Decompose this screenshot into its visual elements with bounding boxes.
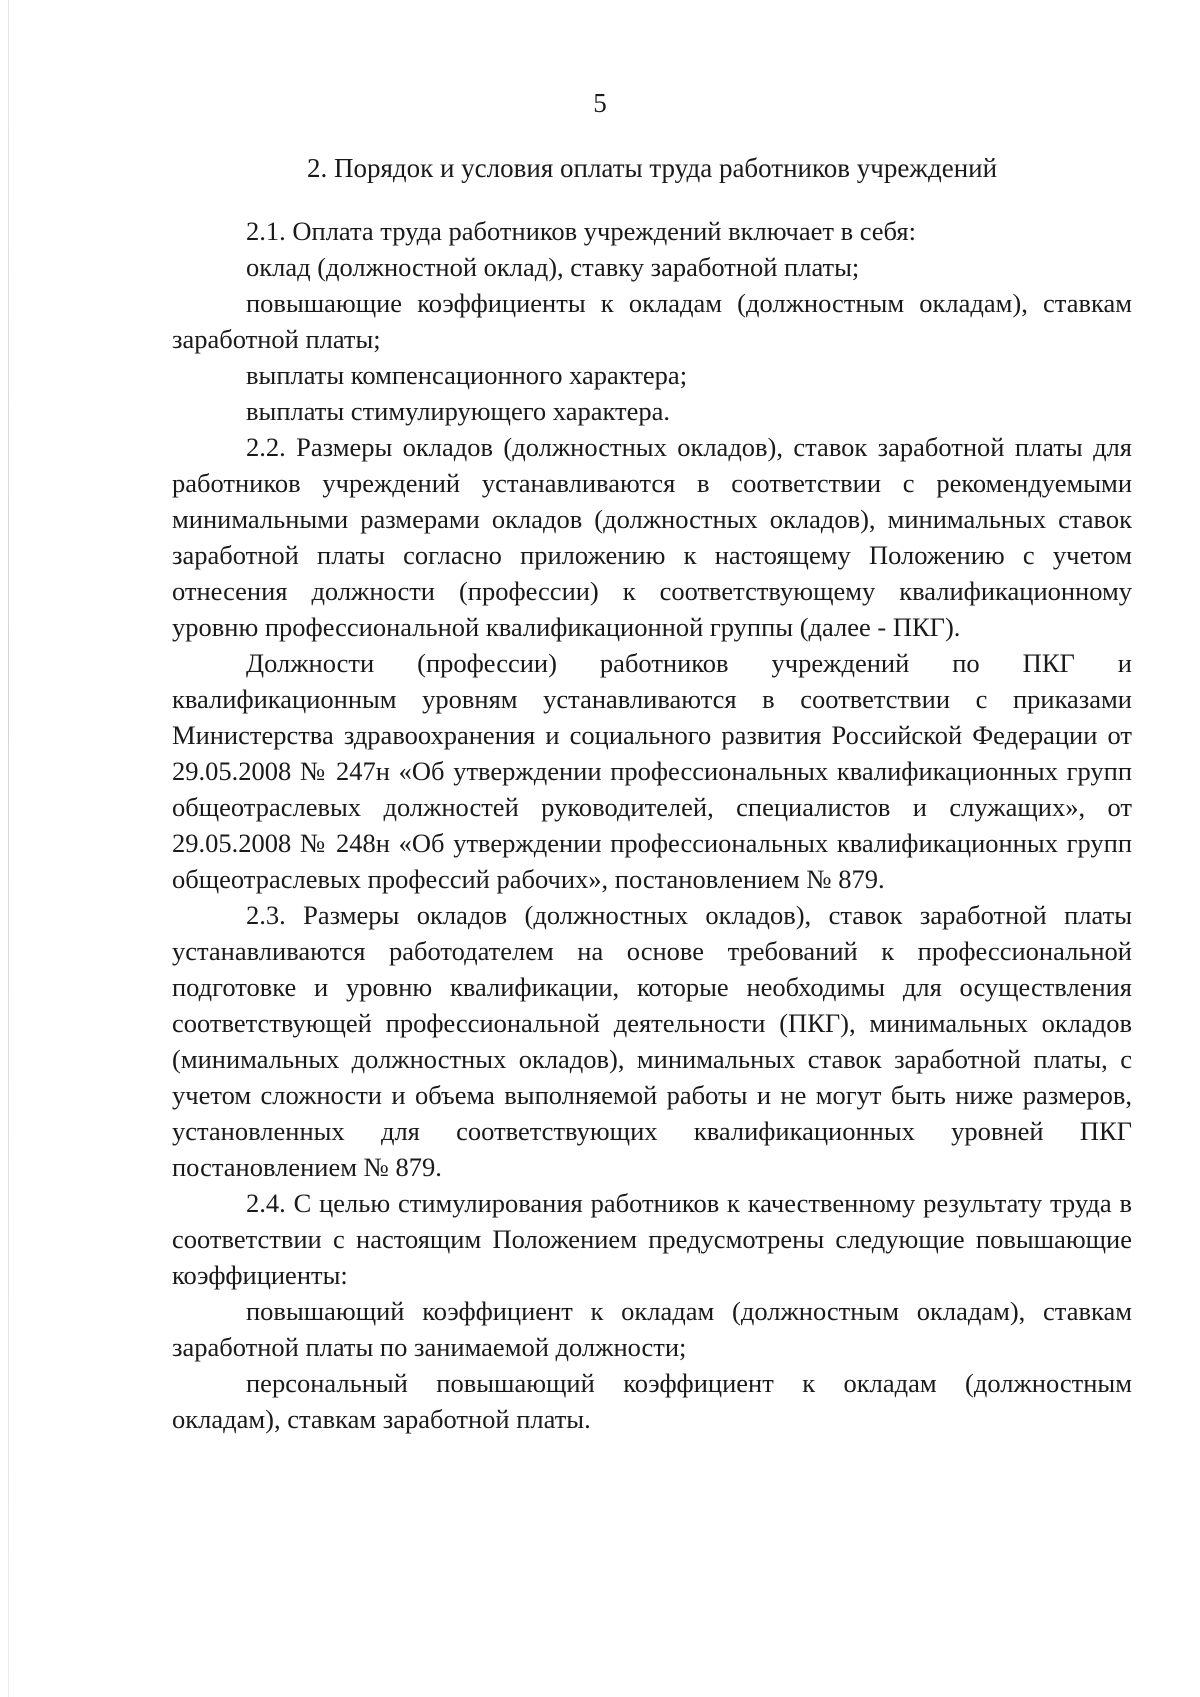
list-item-position-coefficient: повышающий коэффициент к окладам (должностным окладам), ставкам заработной платы по занимаемой должности; <box>172 1296 1132 1362</box>
document-body <box>172 213 1132 1437</box>
paragraph-2-1: 2.1. Оплата труда работников учреждений включает в себя: <box>246 216 916 246</box>
scan-edge-shadow <box>8 0 9 1697</box>
paragraph-2-2: 2.2. Размеры окладов (должностных окладов), ставок заработной платы для работников учреждений устанавливаются в соответствии с рекомендуемыми минимальными размерами окладов (должностных окладов), минимальных ставок заработной платы согласно приложению к настоящему Положению с учетом отнесения должности (профессии) к соответствующему квалификационному уровню профессиональной квалификационной группы (далее - ПКГ). <box>172 432 1132 642</box>
paragraph-2-3: 2.3. Размеры окладов (должностных окладов), ставок заработной платы устанавливаются работодателем на основе требований к профессиональной подготовке и уровню квалификации, которые необходимы для осуществления соответствующей профессиональной деятельности (ПКГ), минимальных окладов (минимальных должностных окладов), минимальных ставок заработной платы, с учетом сложности и объема выполняемой работы и не могут быть ниже размеров, установленных для соответствующих квалификационных уровней ПКГ постановлением № 879. <box>172 900 1132 1182</box>
list-item-incentive: выплаты стимулирующего характера. <box>246 396 670 426</box>
page-number: 5 <box>593 88 607 118</box>
paragraph-2-4: 2.4. С целью стимулирования работников к качественному результату труда в соответствии с настоящим Положением предусмотрены следующие повышающие коэффициенты: <box>172 1188 1132 1290</box>
list-item-salary: оклад (должностной оклад), ставку заработной платы; <box>246 252 860 282</box>
list-item-compensation: выплаты компенсационного характера; <box>246 360 688 390</box>
list-item-personal-coefficient: персональный повышающий коэффициент к окладам (должностным окладам), ставкам заработной платы. <box>172 1368 1132 1434</box>
section-heading: 2. Порядок и условия оплаты труда работников учреждений <box>306 153 998 183</box>
paragraph-positions: Должности (профессии) работников учреждений по ПКГ и квалификационным уровням устанавливаются в соответствии с приказами Министерства здравоохранения и социального развития Российской Федерации от 29.05.2008 № 247н «Об утверждении профессиональных квалификационных групп общеотраслевых должностей руководителей, специалистов и служащих», от 29.05.2008 № 248н «Об утверждении профессиональных квалификационных групп общеотраслевых профессий рабочих», постановлением № 879. <box>172 648 1132 894</box>
list-item-coefficients: повышающие коэффициенты к окладам (должностным окладам), ставкам заработной платы; <box>172 288 1132 354</box>
